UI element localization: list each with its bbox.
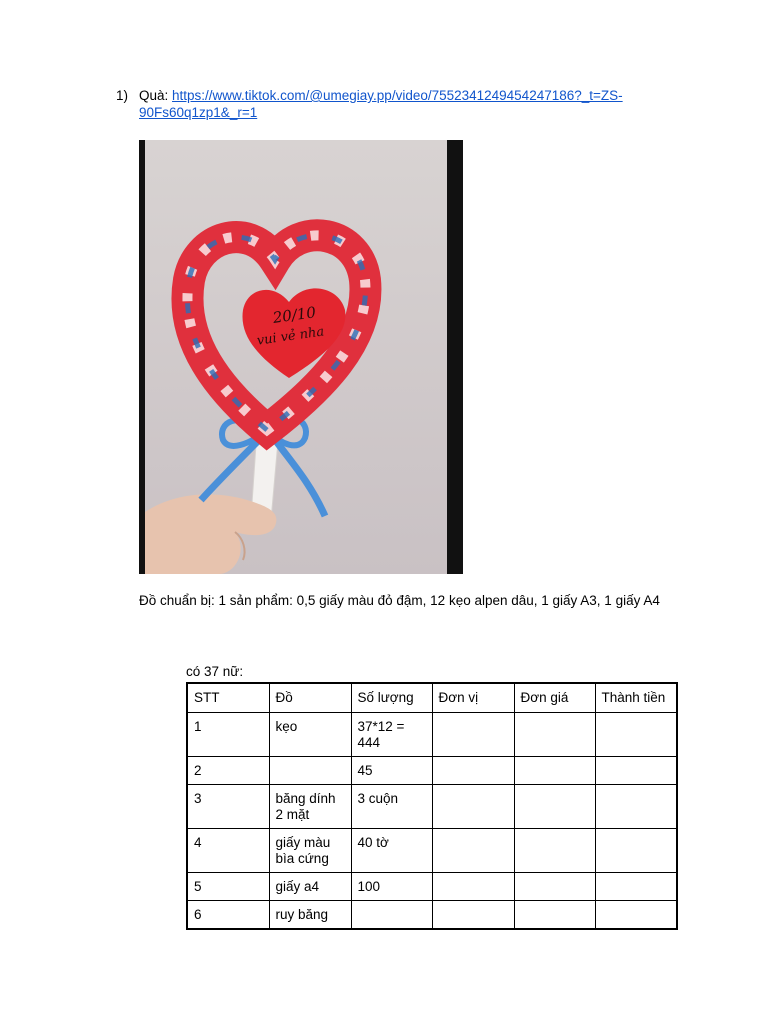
- preparation-text: Đồ chuẩn bị: 1 sản phẩm: 0,5 giấy màu đỏ đậm, 12 kẹo alpen dâu, 1 giấy A3, 1 giấy A4: [139, 593, 660, 608]
- cell-unit: [432, 873, 514, 901]
- cell-stt: 2: [187, 757, 269, 785]
- cell-unit: [432, 757, 514, 785]
- cell-unit: [432, 785, 514, 829]
- gift-label: Quà:: [139, 88, 173, 103]
- cell-unit: [432, 829, 514, 873]
- table-row: [187, 873, 677, 901]
- header-stt: STT: [187, 683, 269, 713]
- header-item: Đồ: [269, 683, 351, 713]
- header-total: Thành tiền: [595, 683, 677, 713]
- table-row: [187, 757, 677, 785]
- cell-quantity: 40 tờ: [351, 829, 432, 873]
- cell-unit-price: [514, 757, 595, 785]
- candy-heart-lollipop-image: [139, 140, 463, 574]
- cell-quantity: 3 cuộn: [351, 785, 432, 829]
- list-number: 1): [116, 88, 129, 103]
- cell-item: giấy a4: [269, 873, 351, 901]
- cell-quantity: 37*12 = 444: [351, 713, 432, 757]
- cell-unit: [432, 713, 514, 757]
- tiktok-link[interactable]: https://www.tiktok.com/@umegiay.pp/video/7552341249454247186?_t=ZS-90Fs60q1zp1&_r=1: [139, 88, 623, 120]
- cell-item: băng dính 2 mặt: [269, 785, 351, 829]
- cell-stt: 3: [187, 785, 269, 829]
- cell-unit-price: [514, 901, 595, 929]
- table-row: [187, 785, 677, 829]
- cell-item: kẹo: [269, 713, 351, 757]
- header-unit: Đơn vị: [432, 683, 514, 713]
- cell-unit-price: [514, 873, 595, 901]
- gift-line: [139, 87, 679, 121]
- cell-item: ruy băng: [269, 901, 351, 929]
- cell-total: [595, 873, 677, 901]
- count-label: có 37 nữ:: [186, 664, 244, 679]
- table-header-row: [187, 683, 677, 713]
- supplies-table: [186, 682, 678, 930]
- cell-unit-price: [514, 829, 595, 873]
- cell-item: giấy màu bìa cứng: [269, 829, 351, 873]
- cell-stt: 6: [187, 901, 269, 929]
- cell-quantity: 45: [351, 757, 432, 785]
- cell-total: [595, 713, 677, 757]
- cell-unit-price: [514, 785, 595, 829]
- cell-total: [595, 829, 677, 873]
- cell-total: [595, 785, 677, 829]
- card-text-greeting: vui vẻ nha: [255, 324, 326, 349]
- header-quantity: Số lượng: [351, 683, 432, 713]
- cell-item: [269, 757, 351, 785]
- gift-photo: [139, 140, 463, 574]
- cell-unit: [432, 901, 514, 929]
- table-row: [187, 829, 677, 873]
- table-row: [187, 713, 677, 757]
- cell-unit-price: [514, 713, 595, 757]
- header-unit-price: Đơn giá: [514, 683, 595, 713]
- cell-stt: 1: [187, 713, 269, 757]
- card-text-date: 20/10: [271, 303, 317, 327]
- cell-stt: 4: [187, 829, 269, 873]
- table-row: [187, 901, 677, 929]
- cell-quantity: [351, 901, 432, 929]
- cell-stt: 5: [187, 873, 269, 901]
- cell-total: [595, 757, 677, 785]
- cell-quantity: 100: [351, 873, 432, 901]
- cell-total: [595, 901, 677, 929]
